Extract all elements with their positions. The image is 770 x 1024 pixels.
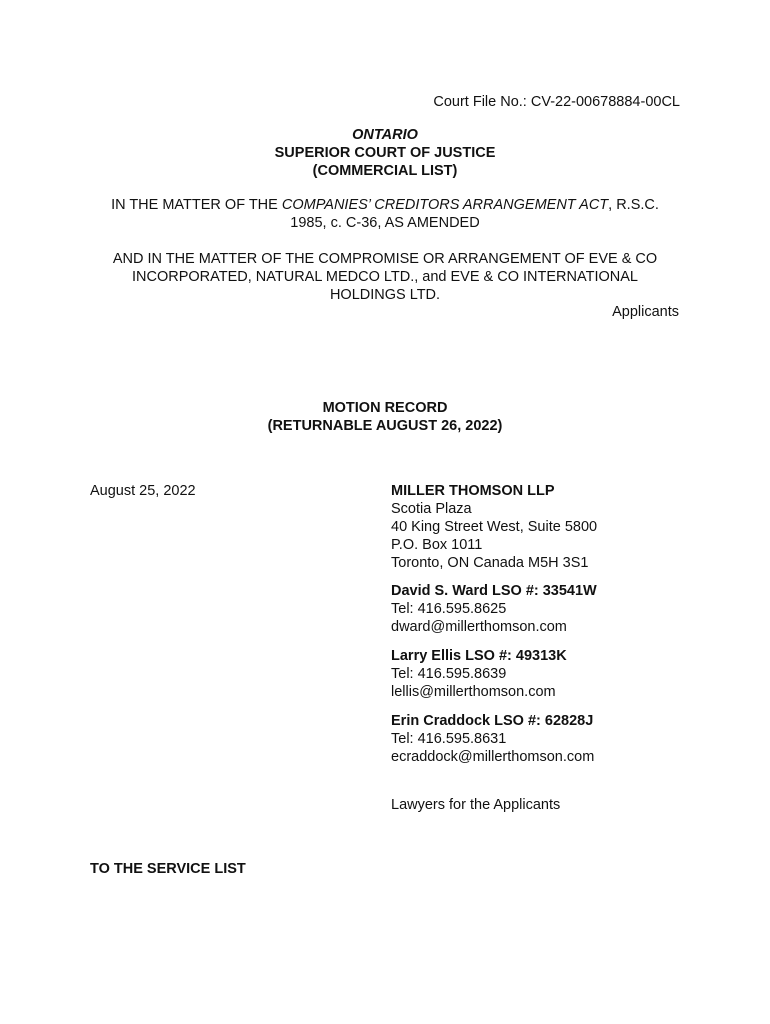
lawyer-block [391, 647, 567, 701]
style-of-cause-ccaa [0, 196, 770, 232]
title-line1: MOTION RECORD [322, 400, 448, 416]
lawyer-tel: Tel: 416.595.8631 [391, 731, 507, 747]
arrangement-line3: HOLDINGS LTD. [329, 287, 441, 303]
lawyer-tel: Tel: 416.595.8639 [391, 666, 507, 682]
court-file-number: Court File No.: CV-22-00678884-00CL [433, 94, 680, 110]
court-heading [0, 126, 770, 180]
lawyer-block [391, 582, 597, 636]
firm-name: MILLER THOMSON LLP [391, 483, 555, 499]
lawyer-name: Larry Ellis LSO #: 49313K [391, 648, 567, 664]
lawyer-email: dward@millerthomson.com [391, 619, 567, 635]
firm-address-line: Toronto, ON Canada M5H 3S1 [391, 555, 589, 571]
firm-address-line: Scotia Plaza [391, 501, 472, 517]
arrangement-line1: AND IN THE MATTER OF THE COMPROMISE OR ARRANGEMENT OF EVE & CO [112, 251, 658, 267]
arrangement-line2: INCORPORATED, NATURAL MEDCO LTD., and EVE & CO INTERNATIONAL [132, 269, 638, 285]
matter-prefix: IN THE MATTER OF THE [111, 197, 282, 213]
lawyer-block [391, 712, 594, 766]
service-list-heading: TO THE SERVICE LIST [90, 861, 246, 877]
province-label: ONTARIO [352, 127, 418, 143]
document-title [0, 399, 770, 435]
lawyer-tel: Tel: 416.595.8625 [391, 601, 507, 617]
counsel-for: Lawyers for the Applicants [391, 797, 561, 813]
lawyer-email: ecraddock@millerthomson.com [391, 749, 595, 765]
title-line2: (RETURNABLE AUGUST 26, 2022) [267, 418, 503, 434]
lawyer-email: lellis@millerthomson.com [391, 684, 556, 700]
document-date: August 25, 2022 [90, 483, 196, 499]
firm-block [391, 482, 597, 572]
party-label: Applicants [612, 304, 679, 320]
matter-line2: 1985, c. C-36, AS AMENDED [290, 215, 480, 231]
firm-address-line: 40 King Street West, Suite 5800 [391, 519, 598, 535]
style-of-cause-arrangement [0, 250, 770, 304]
firm-address-line: P.O. Box 1011 [391, 537, 483, 553]
lawyer-name: Erin Craddock LSO #: 62828J [391, 713, 594, 729]
court-list: (COMMERCIAL LIST) [312, 163, 458, 179]
court-name: SUPERIOR COURT OF JUSTICE [274, 145, 496, 161]
act-name: COMPANIES’ CREDITORS ARRANGEMENT ACT [281, 197, 609, 213]
matter-suffix: , R.S.C. [608, 197, 659, 213]
lawyer-name: David S. Ward LSO #: 33541W [391, 583, 597, 599]
